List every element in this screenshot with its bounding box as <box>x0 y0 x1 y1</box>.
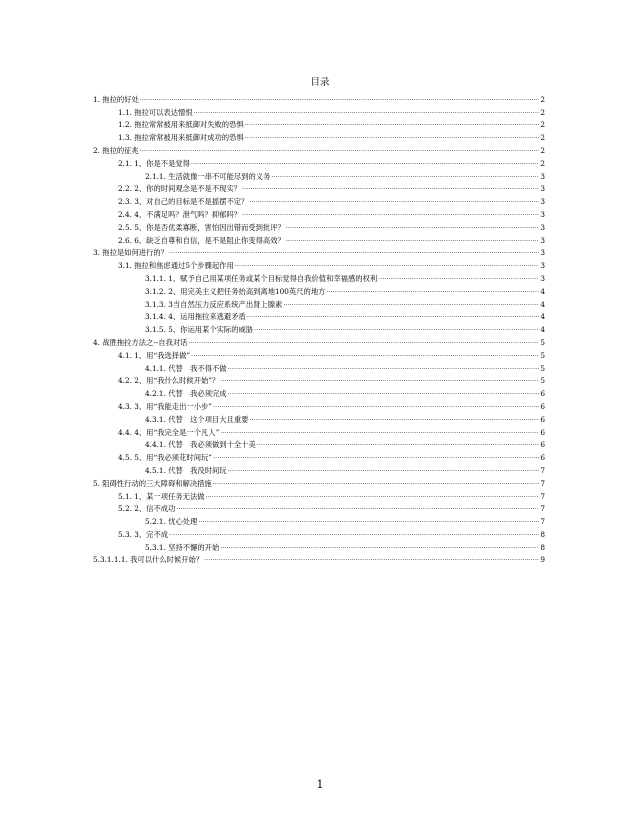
toc-entry-label: 2.1.1. 生活就像一串不可能尽到的义务 <box>145 171 271 181</box>
toc-entry-page: 3 <box>540 222 545 232</box>
toc-entry-label: 4.3. 3、用“我能走出一小步” <box>118 401 213 411</box>
toc-entry[interactable] <box>93 513 545 526</box>
toc-entry-page: 3 <box>540 209 545 219</box>
toc-entry-label: 5.2. 2、信不成功 <box>118 504 176 514</box>
toc-entry[interactable] <box>93 206 545 219</box>
toc-entry-page: 2 <box>540 120 545 130</box>
toc-entry-page: 4 <box>540 312 545 322</box>
toc-entry-label: 3.1.3. 3当自然压力反应系统产出肾上腺素 <box>145 299 283 309</box>
toc-entry-label: 2.6. 6、缺乏自尊和自信，是不是阻止你变得高效？ <box>118 235 285 245</box>
toc-entry-page: 2 <box>540 145 545 155</box>
toc-entry-label: 2.4. 4、不满足吗？泄气吗？抑郁吗？ <box>118 209 242 219</box>
toc-dot-leader <box>228 466 540 475</box>
toc-entry[interactable] <box>93 104 545 117</box>
page-number: 1 <box>316 778 324 791</box>
toc-entry-label: 4.5.1. 代替 我没时间玩 <box>145 465 227 475</box>
toc-entry-page: 3 <box>540 248 545 258</box>
toc-entry-label: 5.3. 3、完不成 <box>118 529 169 539</box>
toc-dot-leader <box>169 530 539 539</box>
toc-entry[interactable] <box>93 296 545 309</box>
toc-entry[interactable] <box>93 385 545 398</box>
table-of-contents <box>93 91 545 564</box>
toc-dot-leader <box>204 555 539 564</box>
toc-dot-leader <box>286 236 540 245</box>
toc-entry[interactable] <box>93 526 545 539</box>
toc-entry-page: 6 <box>540 440 545 450</box>
toc-dot-leader <box>228 389 540 398</box>
toc-entry-page: 8 <box>540 542 545 552</box>
toc-entry-page: 2 <box>540 158 545 168</box>
toc-entry-label: 1.2. 拖拉常常被用来抵御对失败的恐惧 <box>118 120 244 130</box>
toc-dot-leader <box>191 351 539 360</box>
toc-entry[interactable] <box>93 347 545 360</box>
toc-entry-page: 5 <box>540 350 545 360</box>
toc-entry-label: 3. 拖拉是如何进行的？ <box>93 248 168 258</box>
toc-entry-page: 3 <box>540 171 545 181</box>
toc-entry-label: 2.3. 3、对自己的目标是不是摇摆不定？ <box>118 197 249 207</box>
toc-title: 目录 <box>310 77 330 88</box>
toc-dot-leader <box>140 95 540 104</box>
toc-entry-page: 4 <box>540 286 545 296</box>
toc-entry-page: 3 <box>540 235 545 245</box>
toc-entry[interactable] <box>93 462 545 475</box>
toc-entry[interactable] <box>93 334 545 347</box>
toc-entry-label: 2.5. 5、你是否优柔寡断，害怕因出错而受到批评？ <box>118 222 285 232</box>
toc-dot-leader <box>220 376 539 385</box>
toc-entry-label: 3.1.2. 2、用完美主义把任务抬高到离地100英尺的地方 <box>145 286 326 296</box>
toc-dot-leader <box>326 287 539 296</box>
toc-dot-leader <box>242 210 539 219</box>
toc-entry-label: 2.2. 2、你的时间观念是不是不现实？ <box>118 184 242 194</box>
toc-entry[interactable] <box>93 283 545 296</box>
toc-entry-label: 5.3.1. 坚持不懈的开始 <box>145 542 220 552</box>
toc-entry[interactable] <box>93 411 545 424</box>
toc-entry[interactable] <box>93 309 545 322</box>
toc-entry[interactable] <box>93 270 545 283</box>
toc-entry-label: 4.2.1. 代替 我必须完成 <box>145 389 227 399</box>
toc-entry-label: 4.4. 4、用“我完全是一个凡人” <box>118 427 220 437</box>
toc-entry[interactable] <box>93 232 545 245</box>
toc-entry-label: 4. 战胜拖拉方法之--自我对话 <box>93 337 188 347</box>
toc-entry-label: 5.1. 1、某一项任务无法做 <box>118 491 205 501</box>
toc-entry-page: 4 <box>540 325 545 335</box>
toc-entry-label: 1.3. 拖拉常常被用来抵御对成功的恐惧 <box>118 133 244 143</box>
toc-entry[interactable] <box>93 437 545 450</box>
toc-entry-page: 5 <box>540 363 545 373</box>
toc-dot-leader <box>191 159 539 168</box>
toc-entry-page: 7 <box>540 491 545 501</box>
toc-entry-page: 2 <box>540 94 545 104</box>
toc-dot-leader <box>169 248 539 257</box>
toc-entry-label: 4.1. 1、用“我选择做” <box>118 350 191 360</box>
toc-dot-leader <box>249 415 539 424</box>
toc-entry[interactable] <box>93 129 545 142</box>
toc-entry[interactable] <box>93 193 545 206</box>
toc-entry[interactable] <box>93 245 545 258</box>
toc-dot-leader <box>213 402 539 411</box>
toc-dot-leader <box>206 492 540 501</box>
toc-entry-label: 4.1.1. 代替 我不得不做 <box>145 363 227 373</box>
toc-dot-leader <box>213 479 540 488</box>
toc-entry-label: 5.3.1.1.1. 我可以什么时候开始？ <box>93 555 204 565</box>
toc-dot-leader <box>140 146 540 155</box>
toc-dot-leader <box>254 325 539 334</box>
toc-entry[interactable] <box>93 501 545 514</box>
toc-dot-leader <box>213 453 539 462</box>
toc-entry-page: 3 <box>540 197 545 207</box>
toc-dot-leader <box>235 261 540 270</box>
toc-entry[interactable] <box>93 181 545 194</box>
toc-entry-page: 2 <box>540 133 545 143</box>
toc-dot-leader <box>228 364 540 373</box>
toc-entry-page: 8 <box>540 529 545 539</box>
toc-entry-label: 2. 拖拉的征兆 <box>93 145 139 155</box>
toc-entry-page: 6 <box>540 414 545 424</box>
toc-entry-label: 3.1.1. 1、赋予自己用某项任务或某个目标觉得自我价值和幸福感的权利 <box>145 273 378 283</box>
toc-entry-page: 6 <box>540 389 545 399</box>
toc-entry-label: 5. 阻碍性行动的三大障碍和解决措施 <box>93 478 212 488</box>
toc-entry-label: 3.1. 拖拉和焦虑通过5个步骤起作用 <box>118 261 234 271</box>
toc-entry[interactable] <box>93 168 545 181</box>
toc-dot-leader <box>283 300 539 309</box>
toc-entry-page: 6 <box>540 453 545 463</box>
toc-entry-page: 3 <box>540 184 545 194</box>
toc-entry[interactable] <box>93 539 545 552</box>
toc-dot-leader <box>176 504 539 513</box>
toc-entry-page: 5 <box>540 376 545 386</box>
toc-dot-leader <box>245 120 540 129</box>
toc-entry-label: 5.2.1. 忧心处理 <box>145 517 198 527</box>
toc-entry[interactable] <box>93 360 545 373</box>
toc-entry-label: 4.5. 5、用“我必须花时间玩” <box>118 453 213 463</box>
toc-entry-page: 7 <box>540 517 545 527</box>
toc-dot-leader <box>271 172 539 181</box>
toc-dot-leader <box>188 338 539 347</box>
toc-entry-page: 7 <box>540 504 545 514</box>
toc-dot-leader <box>286 223 540 232</box>
toc-entry[interactable] <box>93 321 545 334</box>
toc-dot-leader <box>220 543 539 552</box>
toc-entry[interactable] <box>93 475 545 488</box>
toc-dot-leader <box>198 517 539 526</box>
toc-entry-page: 6 <box>540 401 545 411</box>
toc-entry[interactable] <box>93 449 545 462</box>
toc-entry[interactable] <box>93 117 545 130</box>
toc-entry[interactable] <box>93 373 545 386</box>
toc-entry[interactable] <box>93 424 545 437</box>
toc-dot-leader <box>194 108 540 117</box>
toc-dot-leader <box>257 440 540 449</box>
toc-entry-page: 7 <box>540 465 545 475</box>
toc-dot-leader <box>242 184 539 193</box>
toc-dot-leader <box>249 197 539 206</box>
toc-entry-page: 4 <box>540 299 545 309</box>
toc-dot-leader <box>247 312 540 321</box>
toc-entry[interactable] <box>93 552 545 565</box>
toc-entry[interactable] <box>93 155 545 168</box>
toc-entry[interactable] <box>93 257 545 270</box>
toc-entry-label: 3.1.4. 4、运用拖拉来逃避矛盾 <box>145 312 246 322</box>
toc-entry-label: 4.4.1. 代替 我必须做到十全十美 <box>145 440 256 450</box>
toc-entry[interactable] <box>93 488 545 501</box>
toc-entry-label: 4.2. 2、用“我什么时候开始”？ <box>118 376 220 386</box>
toc-entry-label: 1. 拖拉的好处 <box>93 94 139 104</box>
toc-entry-label: 1.1. 拖拉可以表达憎恨 <box>118 107 193 117</box>
toc-entry-label: 3.1.5. 5、你运用某个实际的威胁 <box>145 325 254 335</box>
toc-entry-page: 6 <box>540 427 545 437</box>
toc-entry-page: 2 <box>540 107 545 117</box>
toc-entry[interactable] <box>93 219 545 232</box>
toc-entry[interactable] <box>93 398 545 411</box>
toc-dot-leader <box>245 133 540 142</box>
toc-entry[interactable] <box>93 91 545 104</box>
toc-dot-leader <box>378 274 539 283</box>
toc-entry-page: 7 <box>540 478 545 488</box>
toc-entry-page: 5 <box>540 337 545 347</box>
toc-entry-page: 9 <box>540 555 545 565</box>
toc-entry-page: 3 <box>540 261 545 271</box>
toc-entry-label: 4.3.1. 代替 这个项目大且重要 <box>145 414 249 424</box>
toc-entry-page: 3 <box>540 273 545 283</box>
toc-entry[interactable] <box>93 142 545 155</box>
toc-entry-label: 2.1. 1、你是不是觉得 <box>118 158 190 168</box>
toc-dot-leader <box>220 428 539 437</box>
